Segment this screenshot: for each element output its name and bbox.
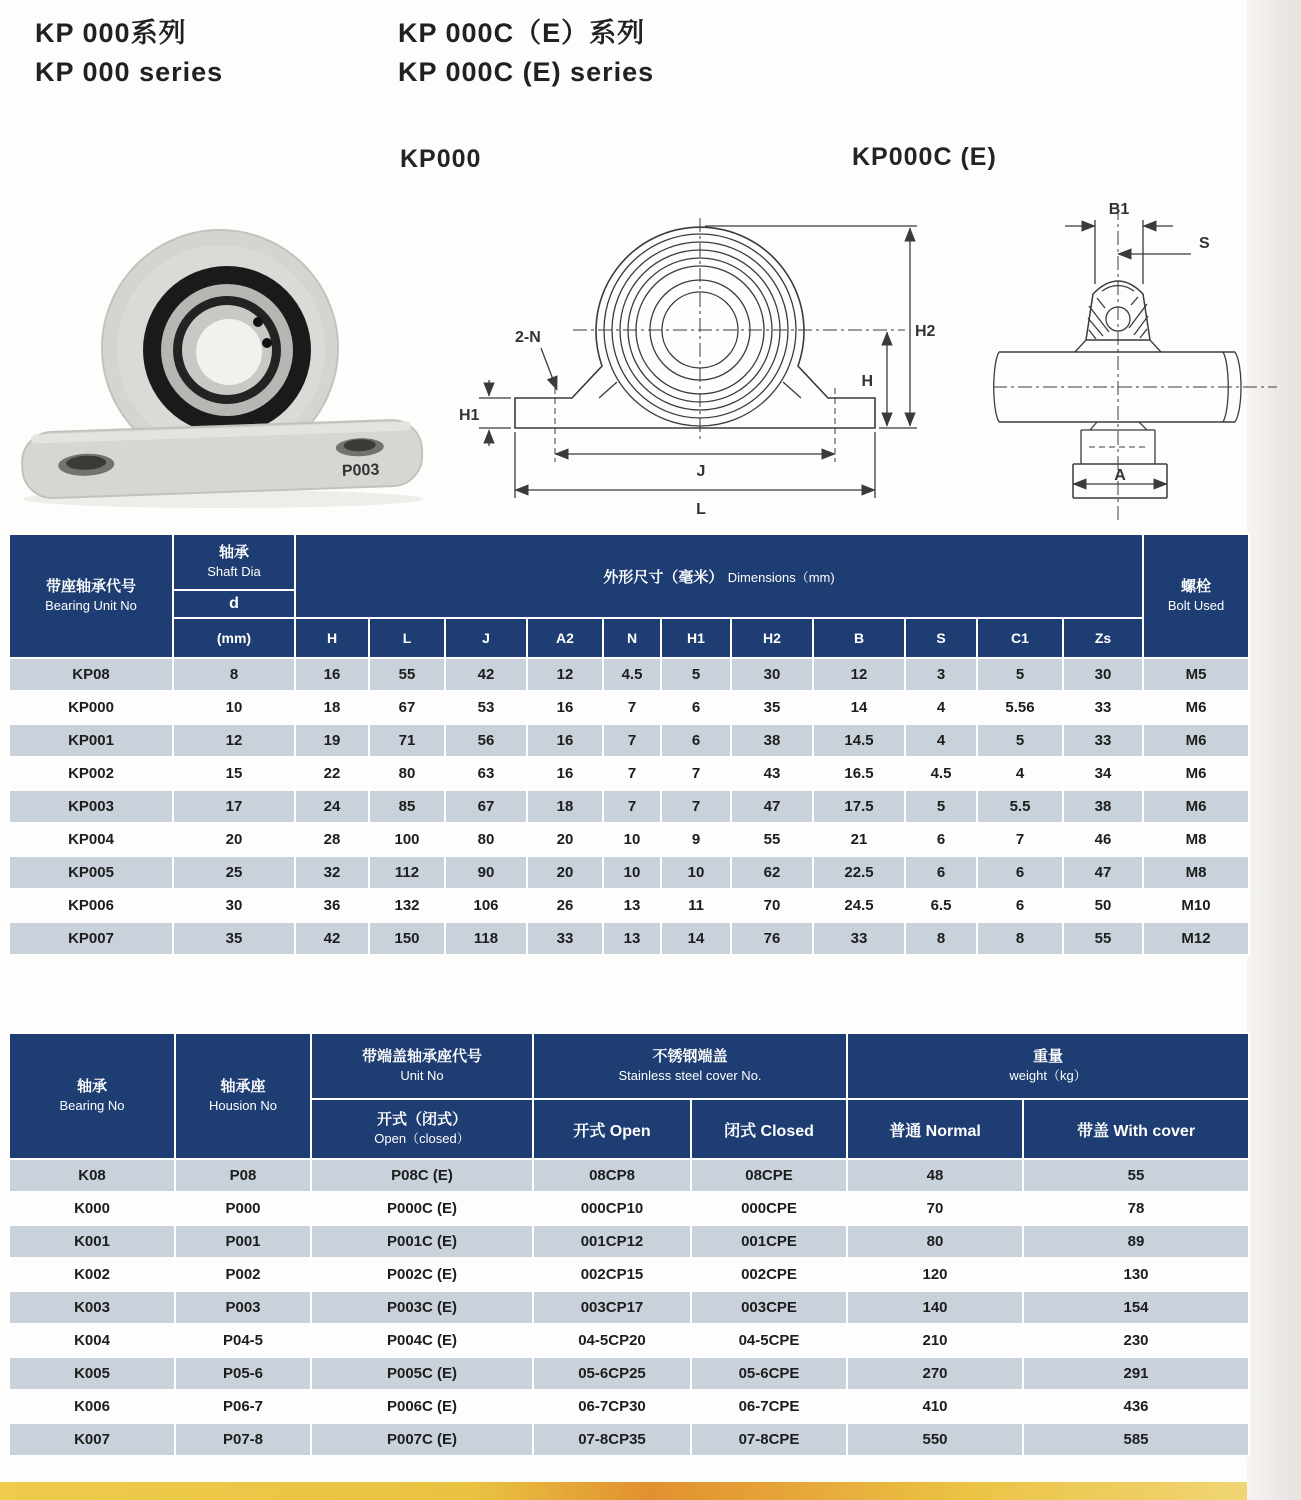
cell-weight-with-cover: 130 — [1023, 1258, 1249, 1291]
cell-dim-h1: 5 — [661, 658, 731, 691]
cell-dim-s: 4 — [905, 724, 977, 757]
cell-dim-s: 8 — [905, 922, 977, 955]
cell-housing-no: P001 — [175, 1225, 311, 1258]
dim-label-h2: H2 — [915, 323, 936, 340]
cell-shaft-dia: 20 — [173, 823, 295, 856]
col-header-weight — [847, 1033, 1249, 1099]
cell-dim-b: 16.5 — [813, 757, 905, 790]
cell-dim-l: 85 — [369, 790, 445, 823]
col-header-dim-h2: H2 — [731, 618, 813, 658]
cell-dim-j: 67 — [445, 790, 527, 823]
cell-dim-l: 100 — [369, 823, 445, 856]
col-header-dim-l: L — [369, 618, 445, 658]
col-header-dim-a2: A2 — [527, 618, 603, 658]
col-header-shaft-dia — [173, 534, 295, 590]
cell-dim-b: 24.5 — [813, 889, 905, 922]
cell-bearing-unit-no: KP005 — [9, 856, 173, 889]
col-header-shaft-mm: (mm) — [173, 618, 295, 658]
cell-weight-normal: 80 — [847, 1225, 1023, 1258]
cell-housing-no: P06-7 — [175, 1390, 311, 1423]
col-header-bolt-used — [1143, 534, 1249, 658]
cell-bearing-no: K002 — [9, 1258, 175, 1291]
cell-dim-l: 71 — [369, 724, 445, 757]
cell-dim-h: 36 — [295, 889, 369, 922]
cell-housing-no: P08 — [175, 1159, 311, 1192]
col-header-bearing-no — [9, 1033, 175, 1159]
cell-dim-a2: 26 — [527, 889, 603, 922]
series-right-en: KP 000C (E) series — [398, 57, 655, 87]
cell-unit-no: P002C (E) — [311, 1258, 533, 1291]
cell-cover-open: 001CP12 — [533, 1225, 691, 1258]
cell-bearing-unit-no: KP001 — [9, 724, 173, 757]
cell-dim-h1: 6 — [661, 724, 731, 757]
cell-unit-no: P000C (E) — [311, 1192, 533, 1225]
cell-dim-n: 13 — [603, 889, 661, 922]
table-row — [9, 1324, 1249, 1357]
open-closed-zh: 开式（闭式） — [376, 1111, 467, 1128]
cell-dim-h: 16 — [295, 658, 369, 691]
cell-dim-n: 4.5 — [603, 658, 661, 691]
cell-dim-h1: 7 — [661, 790, 731, 823]
table-row — [9, 1357, 1249, 1390]
cell-dim-h2: 62 — [731, 856, 813, 889]
cell-bearing-no: K000 — [9, 1192, 175, 1225]
cell-cover-closed: 06-7CPE — [691, 1390, 847, 1423]
cell-dim-c1: 8 — [977, 922, 1063, 955]
col-header-dim-s: S — [905, 618, 977, 658]
col-header-unit-no — [311, 1033, 533, 1099]
cell-dim-h2: 76 — [731, 922, 813, 955]
cell-bearing-no: K08 — [9, 1159, 175, 1192]
bolt-zh: 螺栓 — [1181, 578, 1212, 595]
cell-dim-s: 6 — [905, 823, 977, 856]
cell-dim-n: 10 — [603, 823, 661, 856]
cell-dim-j: 90 — [445, 856, 527, 889]
table-row — [9, 823, 1249, 856]
cell-cover-closed: 08CPE — [691, 1159, 847, 1192]
cell-unit-no: P006C (E) — [311, 1390, 533, 1423]
series-heading-left — [35, 14, 223, 92]
table-row — [9, 757, 1249, 790]
cell-weight-normal: 140 — [847, 1291, 1023, 1324]
cell-dim-s: 6 — [905, 856, 977, 889]
cell-dim-j: 118 — [445, 922, 527, 955]
bolt-en: Bolt Used — [1167, 598, 1225, 613]
cell-shaft-dia: 25 — [173, 856, 295, 889]
cell-dim-h: 24 — [295, 790, 369, 823]
cell-housing-no: P07-8 — [175, 1423, 311, 1456]
table-row — [9, 1159, 1249, 1192]
cell-weight-with-cover: 436 — [1023, 1390, 1249, 1423]
col-header-open-closed — [311, 1099, 533, 1159]
cell-dim-b: 22.5 — [813, 856, 905, 889]
cell-dim-h2: 30 — [731, 658, 813, 691]
cell-dim-j: 53 — [445, 691, 527, 724]
cell-dim-c1: 5 — [977, 658, 1063, 691]
dimensions-table-body — [9, 658, 1249, 955]
cell-dim-c1: 5.56 — [977, 691, 1063, 724]
dim-label-h: H — [861, 373, 873, 390]
cell-dim-a2: 33 — [527, 922, 603, 955]
cell-bearing-unit-no: KP003 — [9, 790, 173, 823]
col-header-cover-closed: 闭式 Closed — [691, 1099, 847, 1159]
cell-cover-closed: 003CPE — [691, 1291, 847, 1324]
cell-shaft-dia: 15 — [173, 757, 295, 790]
table-row — [9, 856, 1249, 889]
weight-zh: 重量 — [1033, 1048, 1064, 1065]
cell-bearing-unit-no: KP08 — [9, 658, 173, 691]
cell-bolt-used: M6 — [1143, 790, 1249, 823]
dim-label-a: A — [1114, 467, 1126, 484]
cell-dim-a2: 20 — [527, 823, 603, 856]
cell-housing-no: P003 — [175, 1291, 311, 1324]
cell-weight-with-cover: 230 — [1023, 1324, 1249, 1357]
cell-weight-normal: 48 — [847, 1159, 1023, 1192]
cell-bolt-used: M6 — [1143, 691, 1249, 724]
col-header-dim-zs: Zs — [1063, 618, 1143, 658]
cell-shaft-dia: 12 — [173, 724, 295, 757]
cell-weight-with-cover: 154 — [1023, 1291, 1249, 1324]
cell-dim-n: 7 — [603, 790, 661, 823]
cell-bearing-unit-no: KP006 — [9, 889, 173, 922]
cell-dim-h: 19 — [295, 724, 369, 757]
cell-bolt-used: M6 — [1143, 757, 1249, 790]
cell-cover-open: 06-7CP30 — [533, 1390, 691, 1423]
col-header-dim-b: B — [813, 618, 905, 658]
shaft-dia-en: Shaft Dia — [207, 564, 261, 579]
cell-bearing-unit-no: KP007 — [9, 922, 173, 955]
table-row — [9, 1225, 1249, 1258]
cell-dim-a2: 16 — [527, 724, 603, 757]
cell-cover-closed: 000CPE — [691, 1192, 847, 1225]
col-header-dim-j: J — [445, 618, 527, 658]
cell-bearing-unit-no: KP000 — [9, 691, 173, 724]
cell-dim-a2: 16 — [527, 757, 603, 790]
cell-bearing-no: K001 — [9, 1225, 175, 1258]
cell-dim-h2: 55 — [731, 823, 813, 856]
col-header-dim-h: H — [295, 618, 369, 658]
table-row — [9, 658, 1249, 691]
col-header-bearing-unit-no — [9, 534, 173, 658]
col-header-weight-normal: 普通 Normal — [847, 1099, 1023, 1159]
cell-dim-l: 55 — [369, 658, 445, 691]
cell-cover-closed: 04-5CPE — [691, 1324, 847, 1357]
cell-shaft-dia: 8 — [173, 658, 295, 691]
table-row — [9, 1291, 1249, 1324]
cell-unit-no: P005C (E) — [311, 1357, 533, 1390]
dim-label-l: L — [696, 501, 706, 518]
cell-dim-h1: 14 — [661, 922, 731, 955]
cell-dim-zs: 30 — [1063, 658, 1143, 691]
cell-dim-n: 7 — [603, 724, 661, 757]
cell-weight-with-cover: 291 — [1023, 1357, 1249, 1390]
cell-bearing-no: K005 — [9, 1357, 175, 1390]
dim-label-j: J — [696, 463, 706, 480]
cell-dim-a2: 12 — [527, 658, 603, 691]
col-header-weight-with-cover: 带盖 With cover — [1023, 1099, 1249, 1159]
cell-unit-no: P001C (E) — [311, 1225, 533, 1258]
col-header-dim-c1: C1 — [977, 618, 1063, 658]
cell-bolt-used: M5 — [1143, 658, 1249, 691]
bearing-base — [21, 419, 423, 499]
dim-label-s: S — [1199, 235, 1210, 252]
cell-cover-closed: 05-6CPE — [691, 1357, 847, 1390]
cell-shaft-dia: 17 — [173, 790, 295, 823]
cell-dim-l: 112 — [369, 856, 445, 889]
housing-no-zh: 轴承座 — [220, 1078, 266, 1095]
cell-dim-h: 42 — [295, 922, 369, 955]
cell-bearing-no: K007 — [9, 1423, 175, 1456]
table-row — [9, 1423, 1249, 1456]
table-row — [9, 1390, 1249, 1423]
housing-no-en: Housion No — [209, 1098, 277, 1113]
cell-weight-normal: 120 — [847, 1258, 1023, 1291]
front-view-drawing — [455, 212, 940, 527]
cell-dim-zs: 33 — [1063, 724, 1143, 757]
cell-shaft-dia: 35 — [173, 922, 295, 955]
cell-weight-normal: 70 — [847, 1192, 1023, 1225]
cell-cover-open: 000CP10 — [533, 1192, 691, 1225]
table-row — [9, 922, 1249, 955]
cell-cover-open: 08CP8 — [533, 1159, 691, 1192]
cell-dim-zs: 33 — [1063, 691, 1143, 724]
cell-dim-j: 63 — [445, 757, 527, 790]
cell-dim-l: 132 — [369, 889, 445, 922]
cell-dim-s: 5 — [905, 790, 977, 823]
col-header-housing-no — [175, 1033, 311, 1159]
unit-weight-table — [8, 1032, 1250, 1457]
unit-weight-table-body — [9, 1159, 1249, 1456]
table-row — [9, 790, 1249, 823]
cell-bearing-unit-no: KP004 — [9, 823, 173, 856]
cell-dim-n: 13 — [603, 922, 661, 955]
col-header-dim-h1: H1 — [661, 618, 731, 658]
cell-unit-no: P007C (E) — [311, 1423, 533, 1456]
embossed-part-number: P003 — [341, 461, 380, 480]
cell-cover-open: 003CP17 — [533, 1291, 691, 1324]
cell-dim-l: 67 — [369, 691, 445, 724]
cell-bearing-no: K006 — [9, 1390, 175, 1423]
cell-dim-h1: 10 — [661, 856, 731, 889]
cell-dim-b: 14.5 — [813, 724, 905, 757]
cell-weight-with-cover: 585 — [1023, 1423, 1249, 1456]
dim-label-b1: B1 — [1108, 201, 1130, 218]
cell-dim-s: 4 — [905, 691, 977, 724]
cell-dim-c1: 4 — [977, 757, 1063, 790]
cell-dim-j: 106 — [445, 889, 527, 922]
cell-dim-a2: 20 — [527, 856, 603, 889]
cell-cover-closed: 001CPE — [691, 1225, 847, 1258]
table-row — [9, 1192, 1249, 1225]
unit-no-zh: 带端盖轴承座代号 — [361, 1048, 482, 1065]
cell-dim-zs: 55 — [1063, 922, 1143, 955]
bearing-unit-zh: 带座轴承代号 — [45, 578, 136, 595]
cell-dim-a2: 16 — [527, 691, 603, 724]
dimensions-zh: 外形尺寸（毫米） — [603, 568, 724, 586]
bearing-no-en: Bearing No — [59, 1098, 125, 1113]
cell-bolt-used: M6 — [1143, 724, 1249, 757]
cell-weight-with-cover: 55 — [1023, 1159, 1249, 1192]
table-row — [9, 691, 1249, 724]
cell-unit-no: P004C (E) — [311, 1324, 533, 1357]
cell-dim-h2: 70 — [731, 889, 813, 922]
series-heading-right — [398, 14, 654, 92]
open-closed-en: Open（closed） — [374, 1131, 470, 1146]
series-right-zh: KP 000C（E）系列 — [398, 18, 646, 48]
cell-dim-h: 28 — [295, 823, 369, 856]
col-header-dimensions-group — [295, 534, 1143, 618]
cell-dim-h2: 43 — [731, 757, 813, 790]
cell-dim-l: 150 — [369, 922, 445, 955]
cell-weight-normal: 210 — [847, 1324, 1023, 1357]
cell-dim-c1: 6 — [977, 889, 1063, 922]
cell-bearing-no: K003 — [9, 1291, 175, 1324]
dim-label-h1: H1 — [459, 407, 480, 424]
cell-dim-l: 80 — [369, 757, 445, 790]
cell-dim-j: 56 — [445, 724, 527, 757]
cell-weight-normal: 550 — [847, 1423, 1023, 1456]
cell-bolt-used: M10 — [1143, 889, 1249, 922]
cell-bolt-used: M8 — [1143, 823, 1249, 856]
bottom-color-strip — [0, 1482, 1247, 1500]
unit-no-en: Unit No — [400, 1068, 444, 1083]
cell-bolt-used: M8 — [1143, 856, 1249, 889]
cell-dim-b: 12 — [813, 658, 905, 691]
bearing-unit-en: Bearing Unit No — [45, 598, 137, 613]
cell-housing-no: P000 — [175, 1192, 311, 1225]
cell-dim-b: 33 — [813, 922, 905, 955]
cover-zh: 不锈钢端盖 — [652, 1048, 728, 1065]
cell-bearing-unit-no: KP002 — [9, 757, 173, 790]
cell-cover-open: 05-6CP25 — [533, 1357, 691, 1390]
cell-housing-no: P05-6 — [175, 1357, 311, 1390]
dim-label-2n: 2-N — [515, 329, 541, 346]
series-left-en: KP 000 series — [35, 57, 224, 87]
cell-dim-n: 7 — [603, 691, 661, 724]
bearing-product-photo — [8, 210, 438, 515]
cell-dim-j: 42 — [445, 658, 527, 691]
cell-dim-c1: 6 — [977, 856, 1063, 889]
table-row — [9, 1258, 1249, 1291]
cell-unit-no: P003C (E) — [311, 1291, 533, 1324]
cell-dim-b: 14 — [813, 691, 905, 724]
table-row — [9, 724, 1249, 757]
cell-bearing-no: K004 — [9, 1324, 175, 1357]
cell-dim-b: 21 — [813, 823, 905, 856]
cell-dim-zs: 38 — [1063, 790, 1143, 823]
cell-dim-zs: 50 — [1063, 889, 1143, 922]
cell-dim-h: 32 — [295, 856, 369, 889]
dimensions-table — [8, 533, 1250, 956]
dimensions-en: Dimensions（mm) — [727, 569, 835, 585]
series-left-zh: KP 000系列 — [35, 18, 187, 48]
cell-dim-zs: 47 — [1063, 856, 1143, 889]
col-header-shaft-d: d — [173, 590, 295, 618]
cell-dim-h: 22 — [295, 757, 369, 790]
cell-dim-h2: 35 — [731, 691, 813, 724]
cell-dim-h1: 9 — [661, 823, 731, 856]
cell-shaft-dia: 10 — [173, 691, 295, 724]
cell-weight-normal: 270 — [847, 1357, 1023, 1390]
cell-dim-c1: 7 — [977, 823, 1063, 856]
front-view-caption: KP000 — [400, 145, 482, 173]
cell-cover-open: 002CP15 — [533, 1258, 691, 1291]
table-row — [9, 889, 1249, 922]
cell-dim-zs: 46 — [1063, 823, 1143, 856]
cell-unit-no: P08C (E) — [311, 1159, 533, 1192]
cell-dim-h1: 7 — [661, 757, 731, 790]
cell-dim-s: 4.5 — [905, 757, 977, 790]
col-header-cover-open: 开式 Open — [533, 1099, 691, 1159]
cell-dim-c1: 5.5 — [977, 790, 1063, 823]
shaft-dia-zh: 轴承 — [218, 544, 249, 561]
cell-weight-with-cover: 89 — [1023, 1225, 1249, 1258]
cell-cover-closed: 07-8CPE — [691, 1423, 847, 1456]
cell-dim-n: 10 — [603, 856, 661, 889]
cell-dim-h1: 6 — [661, 691, 731, 724]
cell-dim-zs: 34 — [1063, 757, 1143, 790]
col-header-stainless-cover — [533, 1033, 847, 1099]
side-view-drawing — [985, 192, 1285, 527]
bearing-no-zh: 轴承 — [76, 1078, 107, 1095]
cell-dim-s: 6.5 — [905, 889, 977, 922]
cell-dim-s: 3 — [905, 658, 977, 691]
cell-shaft-dia: 30 — [173, 889, 295, 922]
cell-housing-no: P002 — [175, 1258, 311, 1291]
cell-dim-n: 7 — [603, 757, 661, 790]
cell-weight-normal: 410 — [847, 1390, 1023, 1423]
cell-weight-with-cover: 78 — [1023, 1192, 1249, 1225]
cell-dim-c1: 5 — [977, 724, 1063, 757]
cell-dim-a2: 18 — [527, 790, 603, 823]
weight-en: weight（kg） — [1009, 1068, 1087, 1083]
cell-dim-j: 80 — [445, 823, 527, 856]
cell-cover-open: 04-5CP20 — [533, 1324, 691, 1357]
cell-dim-b: 17.5 — [813, 790, 905, 823]
cell-dim-h: 18 — [295, 691, 369, 724]
col-header-dim-n: N — [603, 618, 661, 658]
cell-cover-closed: 002CPE — [691, 1258, 847, 1291]
cell-housing-no: P04-5 — [175, 1324, 311, 1357]
cell-dim-h1: 11 — [661, 889, 731, 922]
cell-dim-h2: 38 — [731, 724, 813, 757]
side-view-caption: KP000C (E) — [852, 143, 997, 171]
cover-en: Stainless steel cover No. — [618, 1068, 762, 1083]
cell-bolt-used: M12 — [1143, 922, 1249, 955]
cell-dim-h2: 47 — [731, 790, 813, 823]
cell-cover-open: 07-8CP35 — [533, 1423, 691, 1456]
